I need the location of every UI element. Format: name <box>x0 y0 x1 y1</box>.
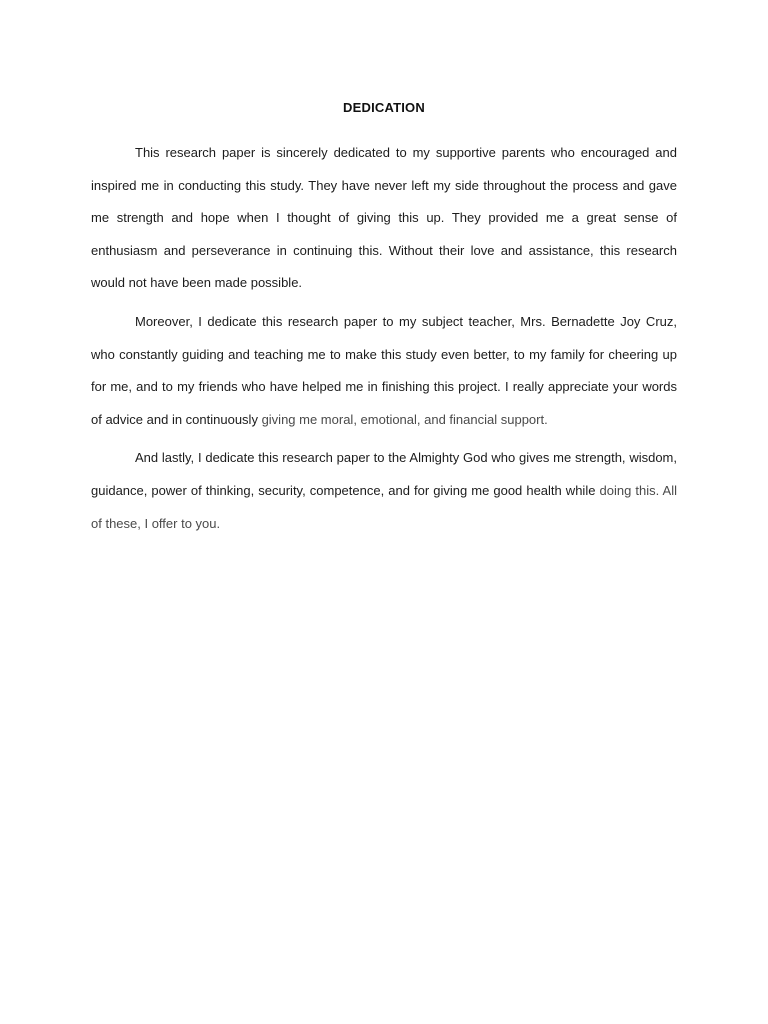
paragraph-god-text: And lastly, I dedicate this research paper to the Almighty God who gives me strength, wisdom, guidance, power of thinking, security, competence, and for giving me good health while <box>91 450 677 498</box>
page-title: DEDICATION <box>343 100 425 115</box>
paragraph-parents <box>91 137 677 300</box>
paragraph-parents-text: This research paper is sincerely dedicated to my supportive parents who encouraged and inspired me in conducting this study. They have never left my side throughout the process and gave me strength and hope when I thought of giving this up. They provided me a great sense of enthusiasm and perseverance in continuing this. Without their love and assistance, this research would not have been made possible. <box>91 145 677 291</box>
document-body <box>91 137 677 546</box>
paragraph-teacher <box>91 306 677 436</box>
paragraph-god-text-end: doing this. All of these, I offer to you. <box>91 482 677 531</box>
paragraph-teacher-text: Moreover, I dedicate this research paper to my subject teacher, Mrs. Bernadette Joy Cruz, who constantly guiding and teaching me to make this study even better, to my family for cheering up for me, and to my friends who have helped me in finishing this project. I really appreciate your words of advice and in continuously <box>91 313 677 427</box>
paragraph-teacher-text-end: giving me moral, emotional, and financial support. <box>261 411 548 427</box>
paragraph-god <box>91 442 677 540</box>
